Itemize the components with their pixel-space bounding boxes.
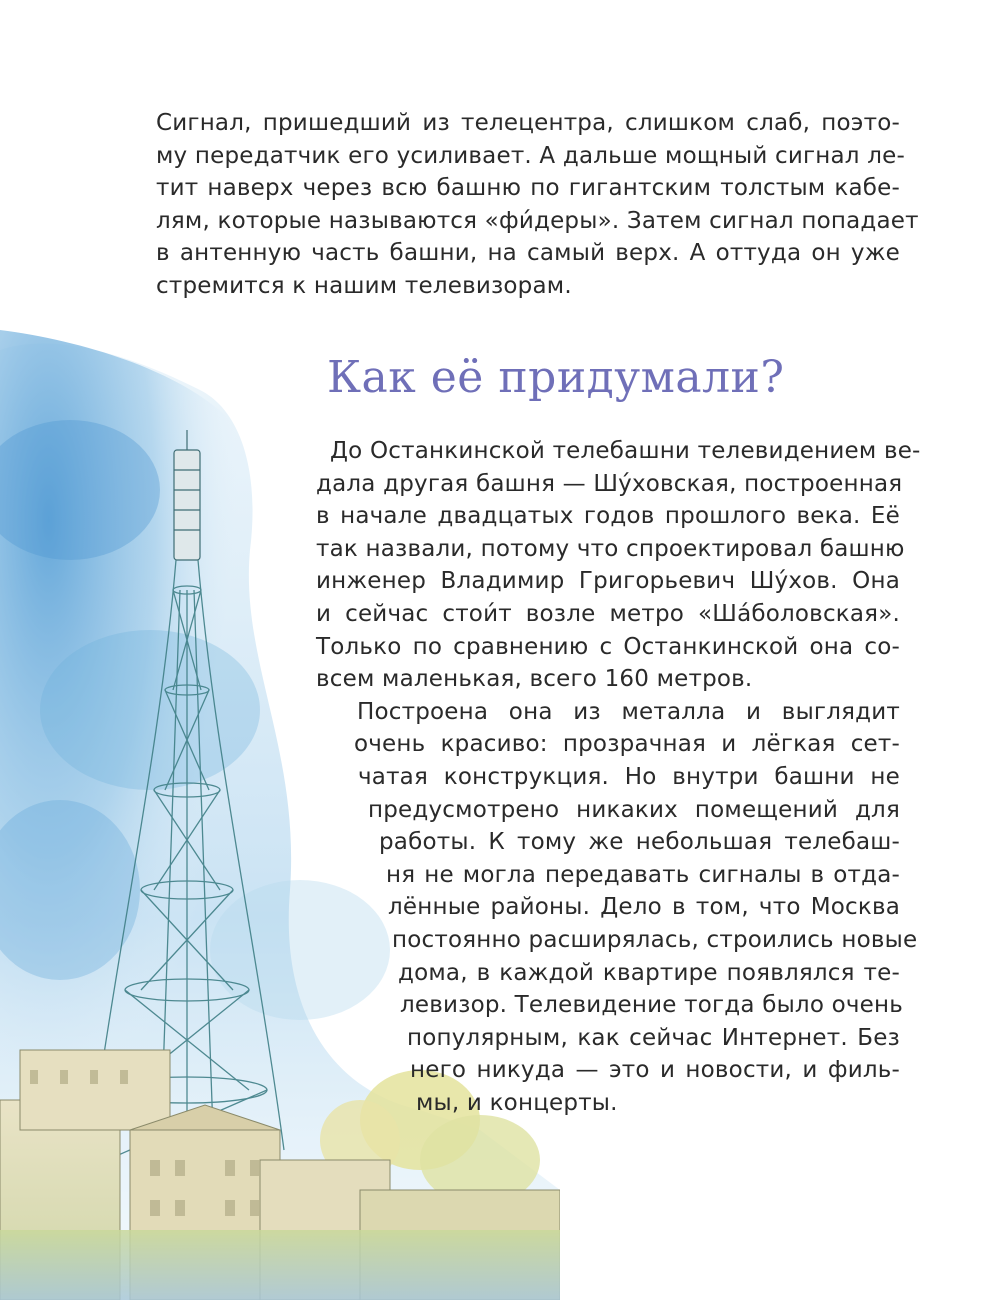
paragraph-line: чатая конструкция. Но внутри башни не	[358, 763, 900, 790]
paragraph-line: него никуда — это и новости, и филь-	[410, 1057, 900, 1084]
paragraph-line: и сейчас стои́т возле метро «Ша́боловская».	[316, 600, 900, 627]
paragraph-line: Построена она из металла и выглядит	[357, 698, 900, 725]
paragraph-line: предусмотрено никаких помещений для	[368, 796, 900, 823]
paragraph-line: инженер Владимир Григорьевич Шу́хов. Она	[316, 568, 900, 595]
paragraph-line: так назвали, потому что спроектировал башню	[316, 535, 905, 562]
paragraph-line: очень красиво: прозрачная и лёгкая сет-	[354, 731, 900, 758]
paragraph-line: Только по сравнению с Останкинской она со-	[316, 633, 900, 660]
intro-line: му передатчик его усиливает. А дальше мощный сигнал ле-	[156, 142, 905, 169]
paragraph-line: левизор. Телевидение тогда было очень	[400, 992, 904, 1019]
intro-line: лям, которые называются «фи́деры». Затем сигнал попадает	[156, 207, 919, 234]
paragraph-line: популярным, как сейчас Интернет. Без	[407, 1024, 900, 1051]
intro-line: тит наверх через всю башню по гигантским толстым кабе-	[156, 175, 900, 202]
paragraph-line: всем маленькая, всего 160 метров.	[316, 666, 753, 693]
paragraph-line: дала другая башня — Шу́ховская, построенная	[316, 470, 903, 497]
paragraph-line: работы. К тому же небольшая телебаш-	[379, 829, 900, 856]
intro-paragraph	[156, 107, 919, 303]
section-body	[0, 435, 1000, 1119]
paragraph-line: лённые районы. Дело в том, что Москва	[388, 894, 900, 921]
section-heading: Как её придумали?	[327, 352, 785, 403]
paragraph-line: ня не могла передавать сигналы в отда-	[386, 861, 900, 888]
paragraph-line: постоянно расширялась, строились новые	[392, 926, 918, 953]
intro-line: в антенную часть башни, на самый верх. А оттуда он уже	[156, 240, 900, 267]
paragraph-line: в начале двадцатых годов прошлого века. Её	[316, 503, 900, 530]
paragraph-line: До Останкинской телебашни телевидением ве-	[330, 438, 921, 464]
intro-line: Сигнал, пришедший из телецентра, слишком слаб, поэто-	[156, 110, 900, 136]
paragraph-line: мы, и концерты.	[416, 1089, 618, 1116]
intro-line: стремится к нашим телевизорам.	[156, 272, 572, 299]
paragraph-line: дома, в каждой квартире появлялся те-	[398, 959, 900, 986]
